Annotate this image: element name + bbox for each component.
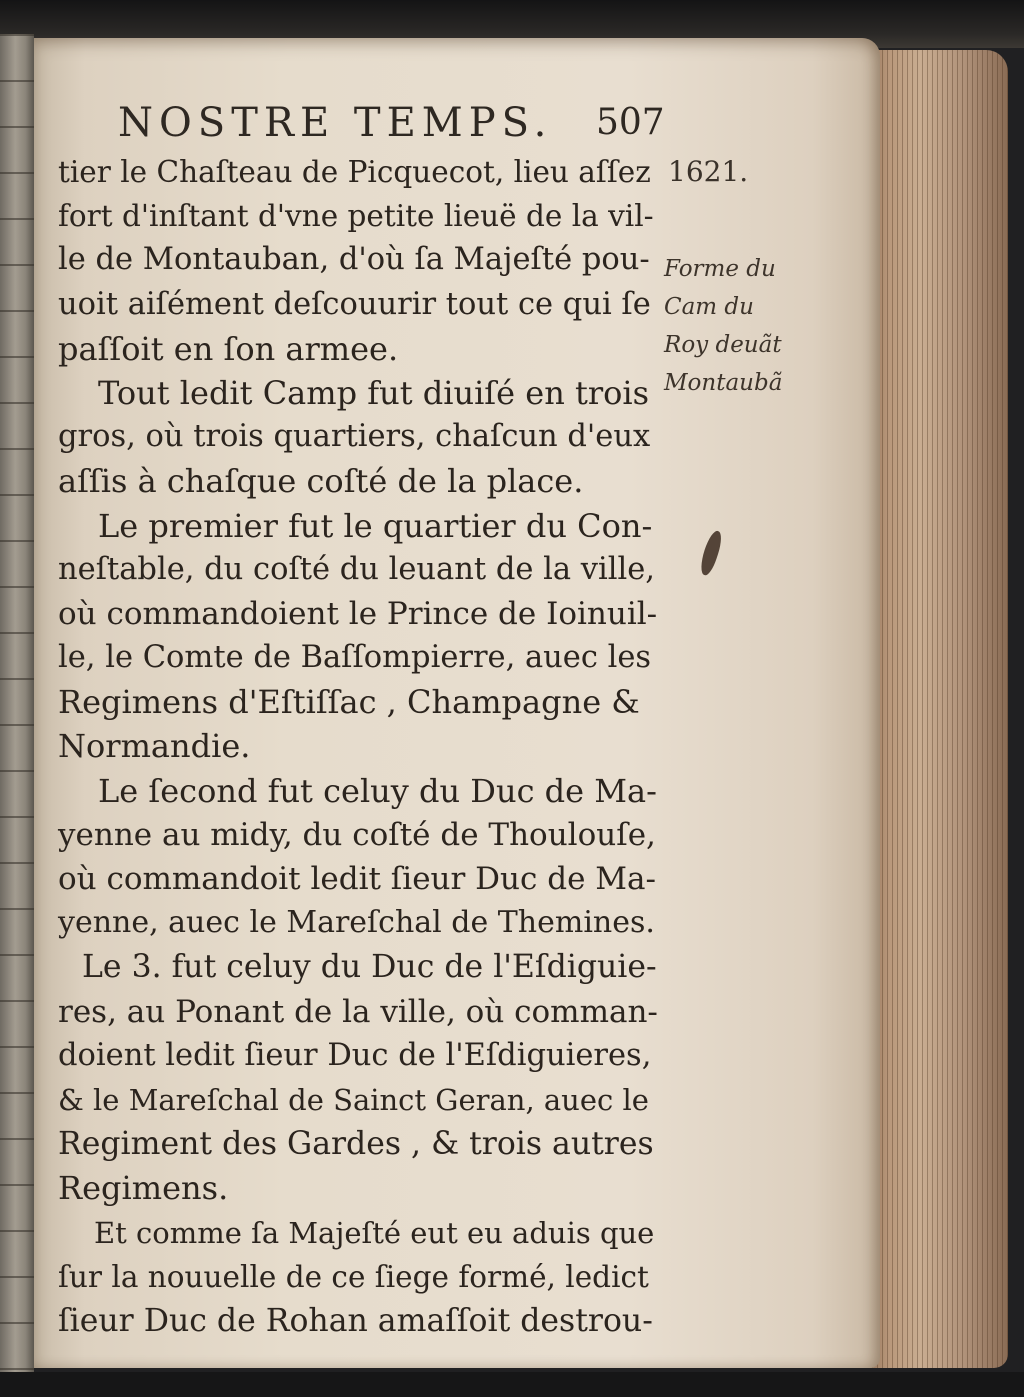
margin-note-line: Forme du — [664, 256, 776, 282]
text-line: Regimens d'Eſtiſſac , Champagne & — [58, 683, 640, 722]
text-line: où commandoit ledit ſieur Duc de Ma- — [58, 861, 656, 897]
fore-edge-leaves — [862, 50, 1008, 1368]
text-line: yenne au midy, du coſté de Thoulouſe, — [58, 816, 656, 853]
text-line: fort d'inſtant d'vne petite lieuë de la vil- — [58, 199, 654, 234]
text-line: neſtable, du coſté du leuant de la ville, — [58, 551, 655, 587]
body-text — [58, 150, 658, 1343]
text-line: où commandoient le Prince de Ioinuil- — [58, 595, 658, 632]
text-line: Regimens. — [58, 1169, 229, 1208]
bottom-shadow — [0, 1372, 1024, 1397]
text-line: doient ledit ſieur Duc de l'Eſdiguieres, — [58, 1037, 652, 1073]
margin-note-line: Roy deuãt — [664, 332, 782, 358]
text-line: ſur la nouuelle de ce ſiege formé, ledict — [58, 1259, 649, 1294]
text-line: aſſis à chaſque coſté de la place. — [58, 462, 584, 501]
text-line: tier le Chaſteau de Picquecot, lieu aſſez — [58, 155, 651, 189]
text-line: Regiment des Gardes , & trois autres — [58, 1126, 654, 1163]
text-line: Tout ledit Camp fut diuiſé en trois — [98, 373, 650, 412]
margin-note — [664, 250, 782, 402]
text-line: ſieur Duc de Rohan amaſſoit destrou- — [58, 1302, 653, 1339]
margin-year: 1621. — [668, 155, 749, 188]
fore-edge — [862, 50, 1008, 1368]
facing-page-text-shadows — [0, 34, 34, 1374]
text-line: le de Montauban, d'où ſa Majeſté pou- — [58, 242, 650, 278]
text-line: Normandie. — [58, 727, 251, 766]
text-line: le, le Comte de Baſſompierre, auec les — [58, 640, 652, 676]
facing-page-edge — [0, 34, 34, 1374]
running-title: NOSTRE TEMPS. — [118, 100, 553, 146]
margin-note-line: Cam du — [664, 294, 754, 320]
margin-note-line: Montaubã — [664, 370, 783, 396]
text-line: Le 3. fut celuy du Duc de l'Eſdiguie- — [82, 949, 657, 986]
text-line: Le premier fut le quartier du Con- — [98, 506, 653, 545]
text-line: Et comme ſa Majeſté eut eu aduis que — [94, 1215, 655, 1250]
page-number: 507 — [596, 102, 665, 143]
text-line: yenne, auec le Mareſchal de Themines. — [58, 905, 655, 941]
text-line: paſſoit en ſon armee. — [58, 329, 399, 368]
text-line: & le Mareſchal de Sainct Geran, auec le — [58, 1082, 649, 1117]
text-line: res, au Ponant de la ville, où comman- — [58, 993, 658, 1030]
text-line: Le ſecond fut celuy du Duc de Ma- — [98, 771, 657, 810]
text-line: gros, où trois quartiers, chaſcun d'eux — [58, 419, 651, 455]
running-header — [118, 98, 665, 148]
text-line: uoit aiſément deſcouurir tout ce qui ſe — [58, 286, 651, 322]
